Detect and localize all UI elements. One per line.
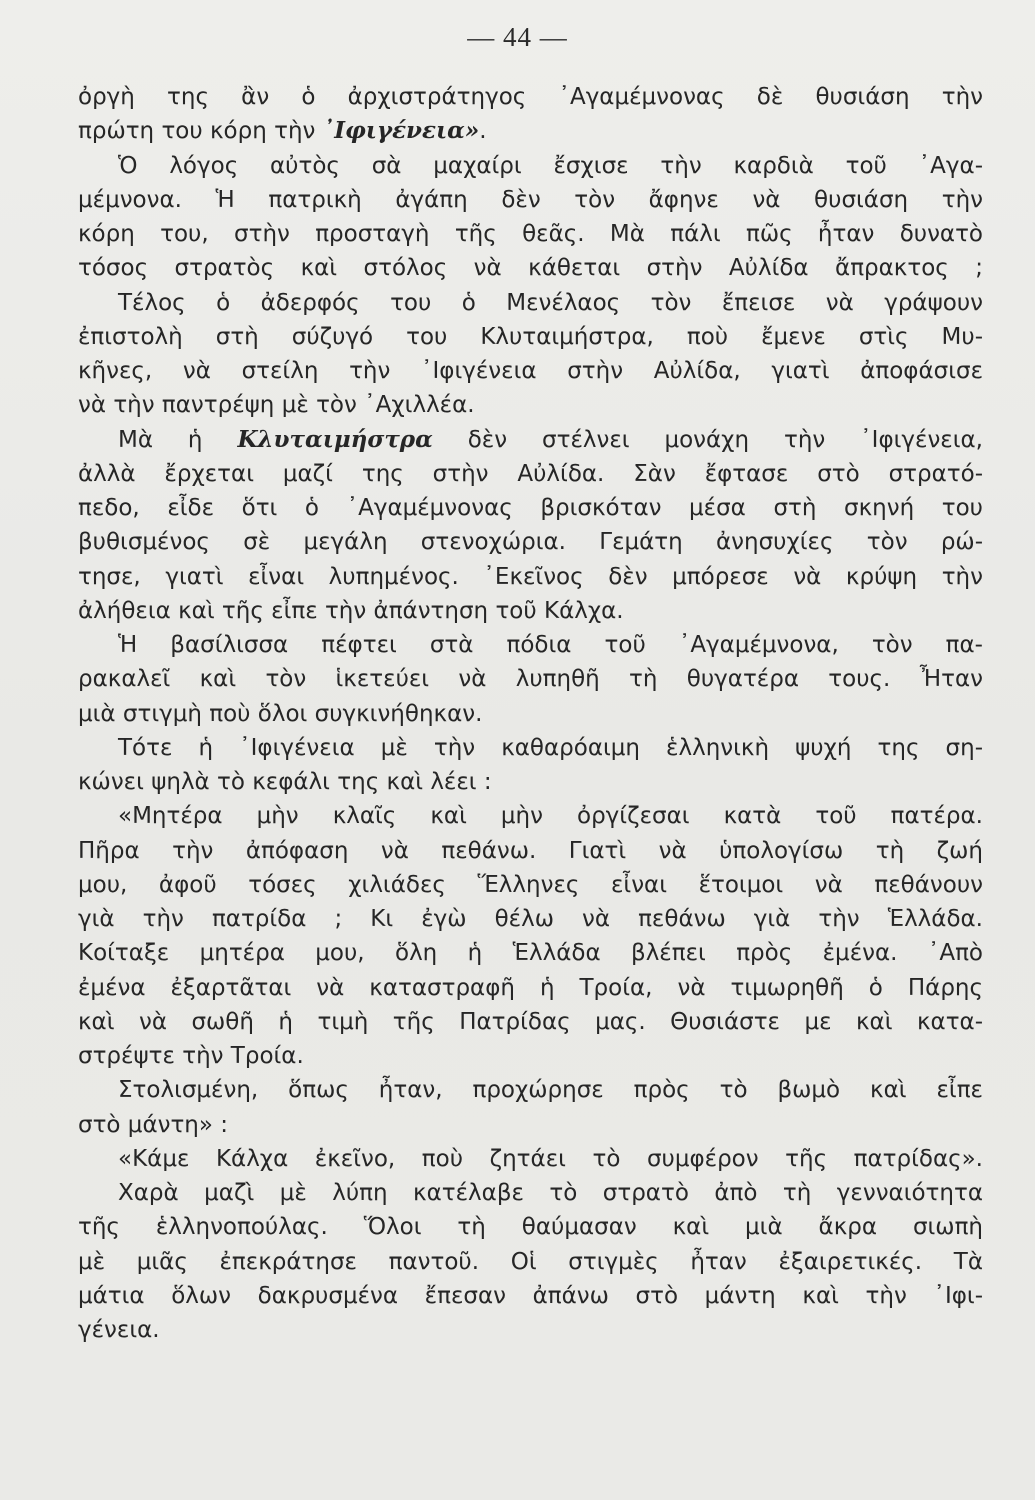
text-line: Πῆρα τὴν ἀπόφαση νὰ πεθάνω. Γιατὶ νὰ ὑπολογίσω τὴ ζωή bbox=[78, 837, 983, 864]
text-line: Τότε ἡ ᾿Ιφιγένεια μὲ τὴν καθαρόαιμη ἑλληνικὴ ψυχή της ση- bbox=[118, 734, 983, 761]
text-line: ρακαλεῖ καὶ τὸν ἱκετεύει νὰ λυπηθῆ τὴ θυγατέρα τους. Ἦταν bbox=[78, 666, 983, 693]
text-line: Τέλος ὁ ἀδερφός του ὁ Μενέλαος τὸν ἔπεισε νὰ γράψουν bbox=[118, 289, 983, 316]
text-line: τόσος στρατὸς καὶ στόλος νὰ κάθεται στὴν Αὐλίδα ἄπρακτος ; bbox=[78, 255, 983, 282]
text-line: γένεια. bbox=[78, 1317, 160, 1343]
text-line: στὸ μάντη» : bbox=[78, 1111, 229, 1138]
text-line: Ἡ βασίλισσα πέφτει στὰ πόδια τοῦ ᾿Αγαμέμνονα, τὸν πα- bbox=[118, 632, 983, 658]
text-line: μιὰ στιγμὴ ποὺ ὅλοι συγκινήθηκαν. bbox=[78, 700, 483, 727]
text-line: «Μητέρα μὴν κλαῖς καὶ μὴν ὀργίζεσαι κατὰ τοῦ πατέρα. bbox=[118, 803, 983, 830]
text-line: μου, ἀφοῦ τόσες χιλιάδες Ἕλληνες εἶναι ἕτοιμοι νὰ πεθάνουν bbox=[78, 871, 983, 898]
emphasized-name: ᾿Ιφιγένεια» bbox=[322, 117, 480, 145]
text-line: «Κάμε Κάλχα ἐκεῖνο, ποὺ ζητάει τὸ συμφέρον τῆς πατρίδας». bbox=[118, 1145, 983, 1172]
body-text bbox=[78, 80, 983, 1347]
text-line: πρώτη του κόρη τὴν ᾿Ιφιγένεια». bbox=[78, 117, 487, 145]
text-line: βυθισμένος σὲ μεγάλη στενοχώρια. Γεμάτη ἀνησυχίες τὸν ρώ- bbox=[78, 529, 983, 556]
text-line: καὶ νὰ σωθῆ ἡ τιμὴ τῆς Πατρίδας μας. Θυσιάστε με καὶ κατα- bbox=[78, 1008, 983, 1035]
text-line: μὲ μιᾶς ἐπεκράτησε παντοῦ. Οἱ στιγμὲς ἦταν ἐξαιρετικές. Τὰ bbox=[78, 1248, 983, 1275]
text-line: στρέψτε τὴν Τροία. bbox=[78, 1043, 304, 1069]
text-line: Στολισμένη, ὅπως ἦταν, προχώρησε πρὸς τὸ βωμὸ καὶ εἶπε bbox=[118, 1077, 983, 1104]
text-line: Ὁ λόγος αὐτὸς σὰ μαχαίρι ἔσχισε τὴν καρδιὰ τοῦ ᾿Αγα- bbox=[118, 152, 983, 179]
text-line: ἀλήθεια καὶ τῆς εἶπε τὴν ἀπάντηση τοῦ Κάλχα. bbox=[78, 597, 624, 624]
text-line: μάτια ὅλων δακρυσμένα ἔπεσαν ἀπάνω στὸ μάντη καὶ τὴν ᾿Ιφι- bbox=[78, 1282, 983, 1309]
text-line: Χαρὰ μαζὶ μὲ λύπη κατέλαβε τὸ στρατὸ ἀπὸ τὴ γενναιότητα bbox=[118, 1180, 983, 1206]
text-line: κόρη του, στὴν προσταγὴ τῆς θεᾶς. Μὰ πάλι πῶς ἦταν δυνατὸ bbox=[78, 221, 983, 247]
text-line: ἐπιστολὴ στὴ σύζυγό του Κλυταιμήστρα, ποὺ ἔμενε στὶς Μυ- bbox=[78, 323, 983, 350]
text-line: νὰ τὴν παντρέψη μὲ τὸν ᾿Αχιλλέα. bbox=[78, 392, 475, 419]
emphasized-name: Κλυταιμήστρα bbox=[237, 425, 433, 453]
text-line: Μὰ ἡ Κλυταιμήστρα δὲν στέλνει μονάχη τὴν ᾿Ιφιγένεια, bbox=[118, 425, 983, 453]
text-line: πεδο, εἶδε ὅτι ὁ ᾿Αγαμέμνονας βρισκόταν μέσα στὴ σκηνή του bbox=[78, 495, 983, 521]
text-line: τῆς ἑλληνοπούλας. Ὅλοι τὴ θαύμασαν καὶ μιὰ ἄκρα σιωπὴ bbox=[78, 1214, 983, 1241]
text-line: Κοίταξε μητέρα μου, ὅλη ἡ Ἑλλάδα βλέπει πρὸς ἐμένα. ᾿Απὸ bbox=[78, 940, 983, 967]
text-line: τησε, γιατὶ εἶναι λυπημένος. ᾿Εκεῖνος δὲν μπόρεσε νὰ κρύψη τὴν bbox=[78, 563, 983, 590]
text-line: ἐμένα ἐξαρτᾶται νὰ καταστραφῆ ἡ Τροία, νὰ τιμωρηθῆ ὁ Πάρης bbox=[78, 974, 983, 1001]
text-line: ὀργὴ της ἂν ὁ ἀρχιστράτηγος ᾿Αγαμέμνονας δὲ θυσιάση τὴν bbox=[78, 84, 983, 110]
text-line: γιὰ τὴν πατρίδα ; Κι ἐγὼ θέλω νὰ πεθάνω γιὰ τὴν Ἑλλάδα. bbox=[78, 906, 983, 932]
page-number: — 44 — bbox=[467, 22, 568, 52]
text-line: κώνει ψηλὰ τὸ κεφάλι της καὶ λέει : bbox=[78, 769, 492, 795]
text-line: ἀλλὰ ἔρχεται μαζί της στὴν Αὐλίδα. Σὰν ἔφτασε στὸ στρατό- bbox=[78, 460, 983, 487]
text-line: κῆνες, νὰ στείλη τὴν ᾿Ιφιγένεια στὴν Αὐλίδα, γιατὶ ἀποφάσισε bbox=[78, 358, 983, 384]
text-line: μέμνονα. Ἡ πατρικὴ ἀγάπη δὲν τὸν ἄφηνε νὰ θυσιάση τὴν bbox=[78, 186, 983, 213]
